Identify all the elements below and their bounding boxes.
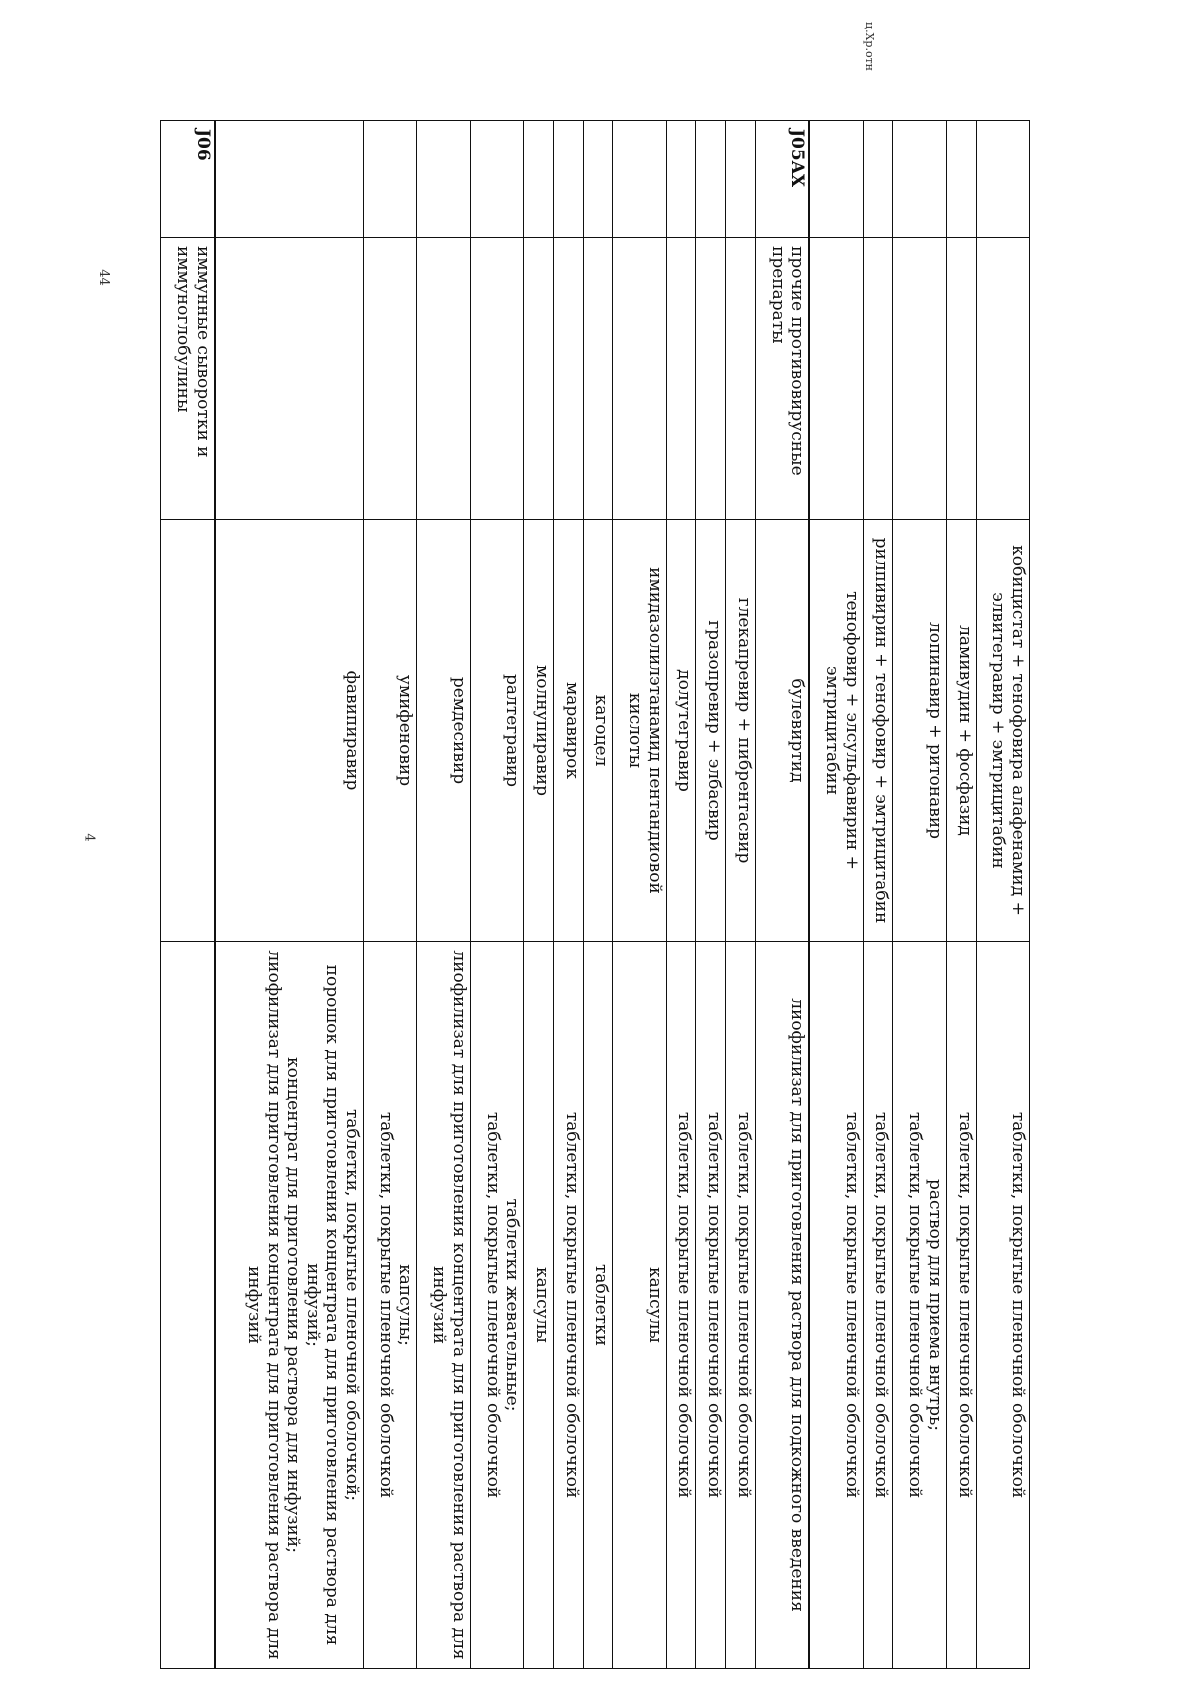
drug-name-cell: умифеновир [363, 520, 416, 942]
table-row [363, 121, 416, 1669]
atc-code-cell: J06 [161, 121, 215, 238]
table-row [583, 121, 613, 1669]
dosage-form-cell: таблетки, покрытые пленочной оболочкой [863, 942, 893, 1669]
table-row [946, 121, 976, 1669]
dosage-form-cell: таблетки [583, 942, 613, 1669]
pharmacological-group-cell [215, 238, 364, 520]
atc-code-cell [524, 121, 554, 238]
pharmacological-group-cell: прочие противовирусные препараты [755, 238, 809, 520]
table-row [524, 121, 554, 1669]
atc-code-cell [976, 121, 1029, 238]
pharmacological-group-cell: иммунные сыворотки и иммуноглобулины [161, 238, 215, 520]
pharmacological-group-cell [470, 238, 523, 520]
pharmacological-group-cell [666, 238, 696, 520]
atc-code-cell [666, 121, 696, 238]
atc-code-cell [946, 121, 976, 238]
drug-name-cell: молнупиравир [524, 520, 554, 942]
drug-name-cell: имидазолилэтанамид пентандиовой кислоты [613, 520, 666, 942]
pharmacological-group-cell [417, 238, 470, 520]
drug-list-table-body [161, 121, 1030, 1669]
drug-name-cell: ремдесивир [417, 520, 470, 942]
dosage-form-cell: таблетки, покрытые пленочной оболочкой [976, 942, 1029, 1669]
table-row [893, 121, 946, 1669]
atc-code-cell [215, 121, 364, 238]
dosage-form-cell: таблетки, покрытые пленочной оболочкой [809, 942, 863, 1669]
table-row [809, 121, 863, 1669]
dosage-form-cell: раствор для приема внутрь; таблетки, покрытые пленочной оболочкой [893, 942, 946, 1669]
drug-name-cell: глекапревир + пибрентасвир [726, 520, 756, 942]
dosage-form-cell: таблетки, покрытые пленочной оболочкой; порошок для приготовления концентрата для приготовления раствора для инфузий; концентрат для приготовления раствора для инфузий; лиофилизат для приготовления концентрата для приготовления раствора для инфузий [215, 942, 364, 1669]
pharmacological-group-cell [976, 238, 1029, 520]
table-row [417, 121, 470, 1669]
dosage-form-cell: таблетки, покрытые пленочной оболочкой [726, 942, 756, 1669]
drug-name-cell: кагоцел [583, 520, 613, 942]
atc-code-cell [726, 121, 756, 238]
atc-code-cell [809, 121, 863, 238]
atc-code-cell: J05AX [755, 121, 809, 238]
pharmacological-group-cell [696, 238, 726, 520]
dosage-form-cell: лиофилизат для приготовления концентрата для приготовления раствора для инфузий [417, 942, 470, 1669]
pharmacological-group-cell [363, 238, 416, 520]
pharmacological-group-cell [946, 238, 976, 520]
dosage-form-cell: таблетки, покрытые пленочной оболочкой [946, 942, 976, 1669]
atc-code-cell [553, 121, 583, 238]
pharmacological-group-cell [553, 238, 583, 520]
pharmacological-group-cell [613, 238, 666, 520]
table-row [755, 121, 809, 1669]
atc-code-cell [417, 121, 470, 238]
dosage-form-cell: капсулы [524, 942, 554, 1669]
table-row [666, 121, 696, 1669]
page-stamp: 4 [81, 833, 97, 842]
atc-code-cell [893, 121, 946, 238]
atc-code-cell [470, 121, 523, 238]
pharmacological-group-cell [524, 238, 554, 520]
table-row [976, 121, 1029, 1669]
drug-name-cell: тенофовир + элсульфавирин + эмтрицитабин [809, 520, 863, 942]
drug-name-cell: рилпивирин + тенофовир + эмтрицитабин [863, 520, 893, 942]
page-number: 44 [95, 269, 111, 286]
dosage-form-cell [161, 942, 215, 1669]
table-row [553, 121, 583, 1669]
atc-code-cell [363, 121, 416, 238]
drug-name-cell: гразопревир + элбасвир [696, 520, 726, 942]
dosage-form-cell: лиофилизат для приготовления раствора для подкожного введения [755, 942, 809, 1669]
drug-name-cell: ралтегравир [470, 520, 523, 942]
corner-note: ц.Хр.отн [862, 22, 876, 71]
pharmacological-group-cell [726, 238, 756, 520]
dosage-form-cell: капсулы; таблетки, покрытые пленочной оболочкой [363, 942, 416, 1669]
table-row [613, 121, 666, 1669]
drug-name-cell: фавипиравир [215, 520, 364, 942]
pharmacological-group-cell [893, 238, 946, 520]
drug-name-cell: долутегравир [666, 520, 696, 942]
table-row [470, 121, 523, 1669]
table-row [161, 121, 215, 1669]
dosage-form-cell: таблетки, покрытые пленочной оболочкой [553, 942, 583, 1669]
table-row [726, 121, 756, 1669]
drug-name-cell: ламивудин + фосфазид [946, 520, 976, 942]
pharmacological-group-cell [809, 238, 863, 520]
drug-name-cell: маравирок [553, 520, 583, 942]
table-row [215, 121, 364, 1669]
atc-code-cell [613, 121, 666, 238]
table-row [696, 121, 726, 1669]
drug-name-cell: булевиртид [755, 520, 809, 942]
table-row [863, 121, 893, 1669]
dosage-form-cell: таблетки, покрытые пленочной оболочкой [696, 942, 726, 1669]
drug-name-cell [161, 520, 215, 942]
drug-list-table [160, 120, 1030, 1669]
drug-name-cell: кобицистат + тенофовира алафенамид + элвитегравир + эмтрицитабин [976, 520, 1029, 942]
dosage-form-cell: таблетки жевательные; таблетки, покрытые пленочной оболочкой [470, 942, 523, 1669]
rotated-table-wrapper [160, 120, 1030, 1660]
pharmacological-group-cell [863, 238, 893, 520]
atc-code-cell [863, 121, 893, 238]
atc-code-cell [583, 121, 613, 238]
drug-name-cell: лопинавир + ритонавир [893, 520, 946, 942]
dosage-form-cell: таблетки, покрытые пленочной оболочкой [666, 942, 696, 1669]
pharmacological-group-cell [583, 238, 613, 520]
dosage-form-cell: капсулы [613, 942, 666, 1669]
atc-code-cell [696, 121, 726, 238]
